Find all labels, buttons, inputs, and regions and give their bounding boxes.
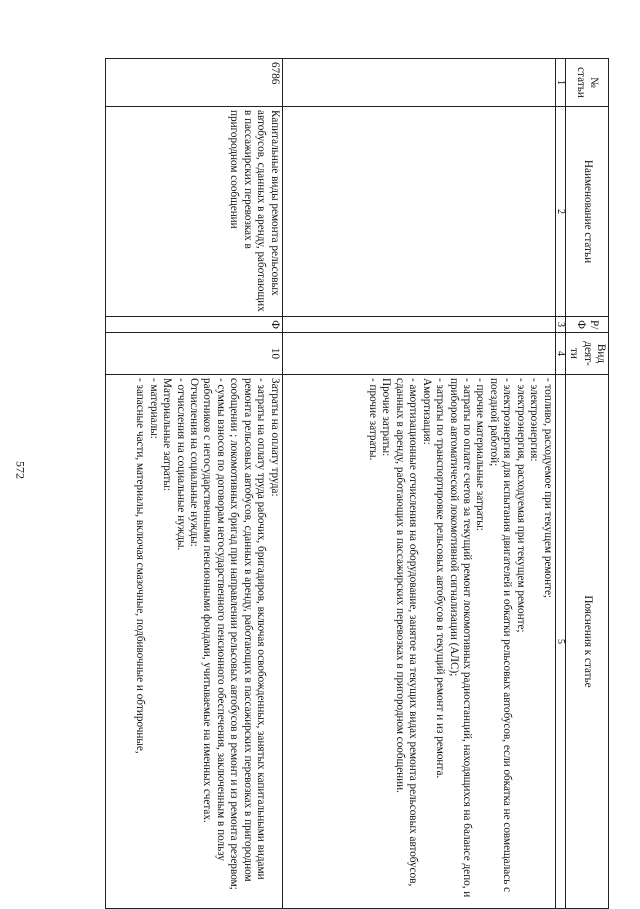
page-number: 572	[13, 461, 28, 479]
rf-cell: Ф	[105, 317, 282, 333]
explanation-line: - прочие затраты.	[367, 378, 379, 461]
header-activity-type: Вид деят-ти	[565, 333, 608, 375]
header-item-name: Наименование статьи	[565, 107, 608, 317]
column-number: 1	[555, 59, 565, 107]
column-number: 4	[555, 333, 565, 375]
explanation-line: - электроэнергия:	[528, 378, 541, 462]
activity-cell	[282, 333, 555, 375]
explanations-cell	[282, 375, 555, 909]
header-row	[565, 59, 608, 909]
item-name-cell: Капитальные виды ремонта рельсовых автобусов, сданных в аренду, работающих в пассажирских перевозках в пригородном сообщении	[105, 107, 282, 317]
item-number-cell: 6786	[105, 59, 282, 107]
explanation-line: - материалы:	[147, 378, 160, 439]
explanation-line: - электроэнергия для испытания двигателей и обкатки рельсовых автобусов, если обкатка не совмещалась с поездной работой;	[487, 378, 514, 893]
rf-cell	[282, 317, 555, 333]
column-number-row	[555, 59, 565, 909]
column-number: 3	[555, 317, 565, 333]
explanation-line: - электроэнергия, расходуемая при текущем ремонте;	[514, 378, 527, 633]
header-item-number: № статьи	[565, 59, 608, 107]
column-number: 5	[555, 375, 565, 909]
rotated-table-container	[89, 58, 609, 908]
explanation-line: - запасные части, материалы, включая смазочные, подбивочные и обтирочные,	[134, 378, 147, 754]
explanation-line: - прочие материальные затраты:	[474, 378, 487, 531]
header-explanations: Пояснения к статье	[565, 375, 608, 909]
item-number-cell	[282, 59, 555, 107]
explanation-line: - суммы взносов по договорам негосударственного пенсионного обеспечения, заключенным в пользу работников с негосударственными пенсионными фондами, учитываемые на именных счетах.	[201, 378, 227, 862]
explanation-line: - затраты на оплату труда рабочих, бригадиров, включая освобожденных, занятых капитальными видами ремонта рельсовых автобусов, сданных в аренду, работающих в пассажирских перевозках в пригородном сообщении ; локомотивных бригад при направлении рельсовых автобусов в ремонт и из ремонта резервом;	[228, 378, 268, 890]
column-number: 2	[555, 107, 565, 317]
explanation-line: Затраты на оплату труда:	[268, 378, 281, 497]
table-row	[282, 59, 555, 909]
cost-items-table	[105, 58, 609, 909]
explanation-line: Материальные затраты:	[161, 378, 174, 491]
explanation-line: Амортизация:	[420, 378, 433, 445]
explanation-line: Прочие затраты:	[380, 378, 393, 457]
explanations-cell	[105, 375, 282, 909]
explanation-line: - затраты по оплате счетов за текущий ремонт локомотивных радиостанций, находящихся на балансе депо, и приборов автоматической локомотивной сигнализации (АЛС);	[447, 378, 474, 898]
explanation-line: Отчисления на социальные нужды:	[188, 378, 201, 547]
explanation-line: - отчисления на социальные нужды.	[174, 378, 187, 551]
header-rf: Р/ Ф	[565, 317, 608, 333]
activity-cell: 10	[105, 333, 282, 375]
explanation-line: - топливо, расходуемое при текущем ремонте;	[541, 378, 554, 599]
item-name-cell	[282, 107, 555, 317]
table-row	[105, 59, 282, 909]
explanation-line: - затраты по транспортировке рельсовых автобусов в текущий ремонт и из ремонта.	[434, 378, 447, 779]
explanation-line: - амортизационные отчисления на оборудование, занятое на текущих видах ремонта рельсовых автобусов, сданных в аренду, работающих в пассажирских перевозках в пригородном сообщении.	[393, 378, 420, 887]
